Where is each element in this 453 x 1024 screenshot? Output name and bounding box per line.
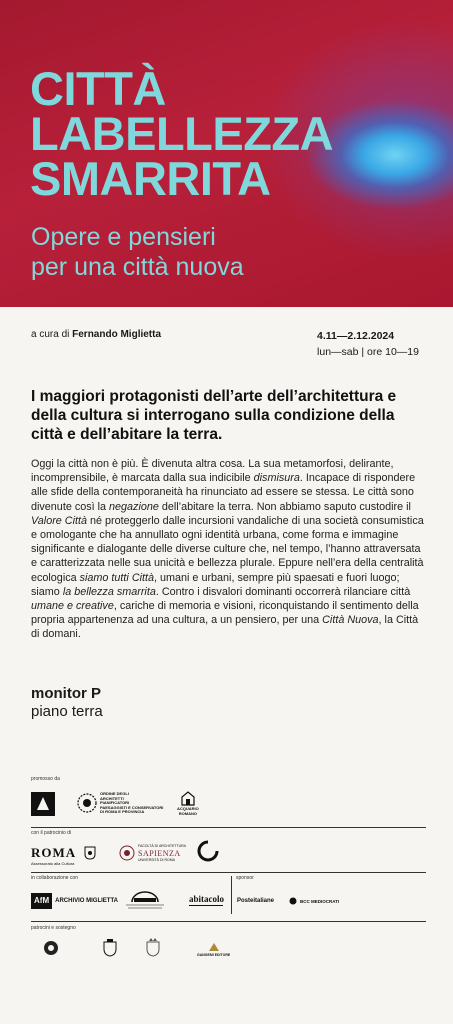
circle-logo-icon	[197, 840, 219, 862]
opening-hours: lun—sab | ore 10—19	[317, 346, 419, 358]
divider	[31, 872, 426, 873]
patronage-label: con il patrocinio di	[31, 830, 72, 836]
logo-ordine-architetti	[77, 792, 163, 815]
logo-acquario-romano	[177, 790, 199, 816]
date-range: 4.11—2.12.2024	[317, 330, 395, 342]
body-text-run: , la Città di domani.	[31, 614, 419, 641]
ordine-line: PIANIFICATORI	[100, 800, 130, 805]
logo-bcc	[289, 897, 339, 905]
divider	[31, 921, 426, 922]
collaboration-label: in collaborazione con	[31, 875, 78, 881]
divider	[31, 827, 426, 828]
body-text-run: né proteggerlo dalle incursioni vandaliche di una società consumistica e omologante che ha annullato ogni identità urbana, come forma e immagine significante e dialogante delle diverse culture che, nel tempo, l’hanno attraversata e caratterizzata nelle sua unicità e bellezza plurale. Eppure nell’era della centralità ecologica	[31, 514, 424, 584]
curator-name: Fernando Miglietta	[72, 329, 162, 340]
sapienza-seal-icon	[119, 845, 135, 861]
title-line: SMARRITA	[30, 152, 271, 205]
ordine-text	[100, 792, 163, 815]
promoter-mark-icon	[31, 792, 55, 816]
curator-prefix: a cura di	[31, 329, 70, 340]
emphasis-text: Città Nuova	[322, 614, 379, 627]
emphasis-text: la bellezza smarrita	[62, 585, 156, 598]
body-text-run: dell’abitare la terra. Non abbiamo saputo custodire il	[158, 500, 411, 513]
support-label: patrocini e sostegno	[31, 925, 76, 931]
title-line: CITTÀ	[30, 62, 166, 115]
sapienza-university: UNIVERSITÀ DI ROMA	[138, 857, 175, 862]
emphasis-text: dismisura	[253, 472, 300, 485]
gangemi-mark-icon	[208, 942, 220, 952]
archivio-text: ARCHIVIO MIGLIETTA	[55, 898, 118, 904]
roma-wordmark: ROMA	[31, 845, 77, 860]
curator-credit	[31, 329, 161, 340]
acquario-text	[177, 807, 199, 816]
municipal-crest-icon	[103, 939, 117, 957]
regional-council-seal-icon	[43, 940, 59, 956]
emphasis-text: umane e creative	[31, 600, 114, 613]
body-text-run: , cariche di memoria e visioni, riconquistando il sentimento della propria appartenenza ad una cultura, a un pensiero, per una	[31, 600, 419, 627]
gangemi-wordmark: GANGEMI EDITORE	[197, 953, 231, 957]
logo-abitacolo	[189, 894, 224, 906]
acquario-building-icon	[180, 790, 196, 806]
body-paragraph	[31, 457, 426, 642]
body-text-run: . Contro i disvalori dominanti occorrerà rilanciare città	[155, 585, 411, 598]
body-text-run: Oggi la città non è più. È divenuta altra cosa. La sua metamorfosi, delirante, incomprensibile, è marcata dalla sua indicibile	[31, 458, 394, 485]
sapienza-faculty: FACOLTÀ DI ARCHITETTURA	[138, 844, 186, 848]
logo-gangemi	[197, 942, 230, 958]
body-text-run: . Incapace di rispondere alle sfide della contemporaneità ha rinunciato ad essere se stessa. Le città sono divenute così la	[31, 472, 416, 513]
venue	[31, 685, 103, 721]
ordine-line: ARCHITETTI	[100, 795, 124, 801]
province-crest-icon	[145, 937, 161, 957]
venue-floor: piano terra	[31, 703, 103, 720]
sapienza-text	[138, 844, 186, 862]
emphasis-text: siamo tutti Città	[79, 571, 155, 584]
abitacolo-rule	[189, 905, 223, 906]
acquario-line: ROMANO	[178, 810, 197, 816]
bcc-wordmark: BCC MEDIOCRATI	[300, 898, 340, 904]
bcc-mark-icon	[289, 897, 297, 905]
exhibition-subtitle	[31, 222, 431, 282]
logo-afm-archivio	[31, 893, 118, 909]
exhibition-title	[30, 62, 430, 205]
ordine-line: ORDINE DEGLI	[100, 791, 129, 796]
sponsor-divider	[231, 876, 232, 914]
roma-shield-icon	[84, 846, 96, 860]
hero-banner	[0, 0, 453, 307]
roma-subtitle: Assessorato alla Cultura	[31, 861, 75, 866]
ordine-line: PAESAGGISTI E CONSERVATORI	[100, 804, 164, 810]
institution-logo-icon	[124, 890, 166, 910]
body-text-run: , umani e urbani, sempre più spaesati e fuori luogo; siamo	[31, 571, 400, 598]
afm-badge: AfM	[31, 893, 52, 909]
title-line: LABELLEZZA	[30, 107, 334, 160]
abitacolo-wordmark: abitacolo	[189, 894, 224, 904]
logo-roma	[31, 845, 76, 867]
ordine-seal-icon	[77, 793, 97, 813]
subtitle-line: Opere e pensieri	[31, 223, 216, 251]
ordine-line: DI ROMA E PROVINCIA	[100, 809, 145, 814]
sapienza-wordmark: SAPIENZA	[138, 848, 181, 858]
venue-name: monitor P	[31, 685, 101, 702]
logo-sapienza	[119, 844, 186, 862]
logo-poste-italiane	[237, 898, 274, 904]
emphasis-text: Valore Città	[31, 514, 88, 527]
sponsor-label: sponsor	[236, 875, 254, 881]
logo-promoter	[31, 792, 55, 816]
lead-paragraph: I maggiori protagonisti dell’arte dell’architettura e della cultura si interrogano sulla condizione della città e dell’abitare la terra.	[31, 388, 397, 443]
poste-wordmark: Posteitaliane	[237, 898, 275, 904]
acquario-line: ACQUARIO	[177, 806, 199, 811]
promoted-by-label: promosso da	[31, 776, 60, 782]
subtitle-line: per una città nuova	[31, 253, 244, 281]
exhibition-dates	[317, 328, 419, 360]
emphasis-text: negazione	[109, 500, 159, 513]
